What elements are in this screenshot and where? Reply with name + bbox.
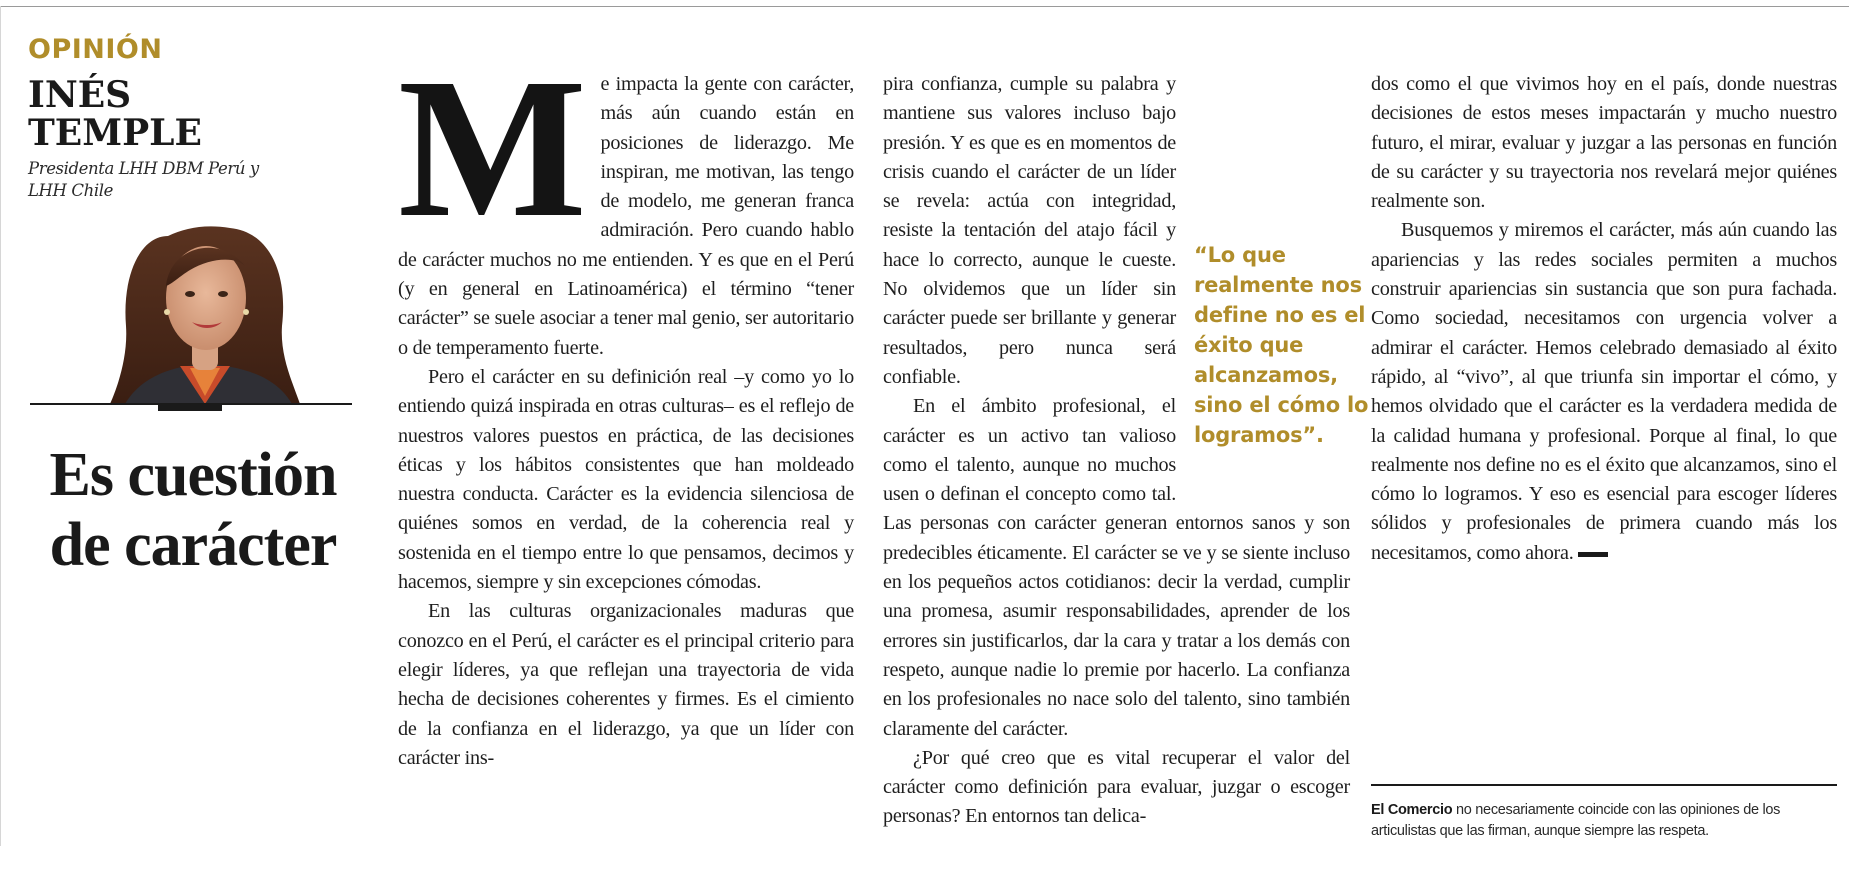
end-of-article-mark — [1578, 552, 1608, 557]
photo-tab-mark — [158, 403, 222, 411]
author-portrait-image — [30, 206, 360, 404]
top-rule — [0, 6, 1849, 7]
author-name: INÉS TEMPLE — [28, 74, 202, 154]
paragraph: Pero el carácter en su definición real –y como yo lo entiendo quizá inspirada en otras culturas– es el reflejo de nuestros valores puestos en práctica, de las decisiones éticas y los hábitos consistentes que han moldeado nuestra conducta. Carácter es la evidencia silenciosa de quiénes somos en verdad, de la coherencia real y sostenida en el tiempo entre lo que pensamos, decimos y hacemos, siempre y sin excepciones cómodas. — [398, 365, 854, 594]
paragraph — [1371, 216, 1837, 568]
paragraph-text: Busquemos y miremos el carácter, más aún cuando las apariencias y las redes sociales permiten a muchos construir apariencias sin sustancia que son pura fachada. Como sociedad, necesitamos con urgencia volver a admirar el carácter. Hemos celebrado demasiado al éxito rápido, al “vivo”, al que triunfa sin importar el cómo, y hemos olvidado que el carácter es la verdadera medida de la calidad humana y profesional. Porque al final, lo que realmente nos define no es el éxito que alcanzamos, sino el cómo lo logramos. Y eso es esencial para escoger líderes sólidos y profesionales de primera cuando más los necesitamos, como ahora. — [1371, 219, 1837, 564]
paragraph: En el ámbito profesional, el carácter es un activo tan valioso como el talento, aunque no muchos usen o definan el concepto como tal. Las personas con carácter generan entornos sanos y son predecibles éticamente. El carácter se ve y se siente incluso en los pequeños actos cotidianos: decir la verdad, cumplir una promesa, asumir responsabilidades, aprender de los errores sin justificarlos, dar la cara y tratar a los demás con respeto, aunque nadie lo premie por hacerlo. La confianza en los profesionales no nace solo del talento, sino también claramente del carácter. — [883, 395, 1350, 740]
disclaimer-rule — [1371, 784, 1837, 786]
pullquote-box — [1194, 240, 1374, 492]
author-photo — [30, 206, 360, 404]
disclaimer-text: no necesariamente coincide con las opiniones de los articulistas que las firman, aunque siempre las respeta. — [1371, 802, 1781, 839]
section-label: OPINIÓN — [28, 34, 163, 65]
paragraph-text: e impacta la gente con carácter, más aún cuando están en posiciones de liderazgo. Me inspiran, me motivan, las tengo de modelo, me generan franca admiración. Pero cuando hablo de carácter muchos no me entienden. Y es que en el Perú (y en general en Latinoamérica) el término “tener carácter” se suele asociar a tener mal genio, ser autoritario o de temperamento fuerte. — [398, 73, 854, 359]
article-column-2 — [883, 70, 1369, 832]
author-role: Presidenta LHH DBM Perú y LHH Chile — [28, 159, 259, 200]
article-column-1 — [398, 38, 854, 773]
drop-cap: M — [398, 38, 587, 259]
disclaimer — [1371, 800, 1841, 842]
paragraph: En las culturas organizacionales maduras que conozco en el Perú, el carácter es el principal criterio para elegir líderes, ya que reflejan una trayectoria de vida hecha de decisiones coherentes y firmes. Es el cimiento de la confianza en el liderazgo, ya que un líder con carácter ins- — [398, 600, 854, 769]
page-edge — [0, 6, 1, 846]
headline: Es cuestión de carácter — [49, 441, 337, 579]
disclaimer-brand: El Comercio — [1371, 802, 1453, 818]
paragraph — [398, 38, 854, 363]
pullquote: “Lo que realmente nos define no es el éxito que alcanzamos, sino el cómo lo logramos”. — [1194, 243, 1369, 447]
article-column-3 — [1371, 70, 1837, 568]
paragraph: ¿Por qué creo que es vital recuperar el valor del carácter como definición para evaluar, juzgar o escoger personas? En entornos tan delica- — [883, 746, 1350, 828]
paragraph: dos como el que vivimos hoy en el país, donde nuestras decisiones de estos meses impactarán y mucho nuestro futuro, el mirar, evaluar y juzgar a las personas en función de su carácter y su trayectoria nos revelará mejor quiénes realmente son. — [1371, 73, 1837, 213]
paragraph: pira confianza, cumple su palabra y mantiene sus valores incluso bajo presión. Y es que es en momentos de crisis cuando el carácter de un líder se revela: actúa con integridad, resiste la tentación del atajo fácil y hace lo correcto, aunque le cueste. No olvidemos que un líder sin carácter puede ser brillante y generar resultados, pero nunca será confiable. — [883, 73, 1176, 388]
